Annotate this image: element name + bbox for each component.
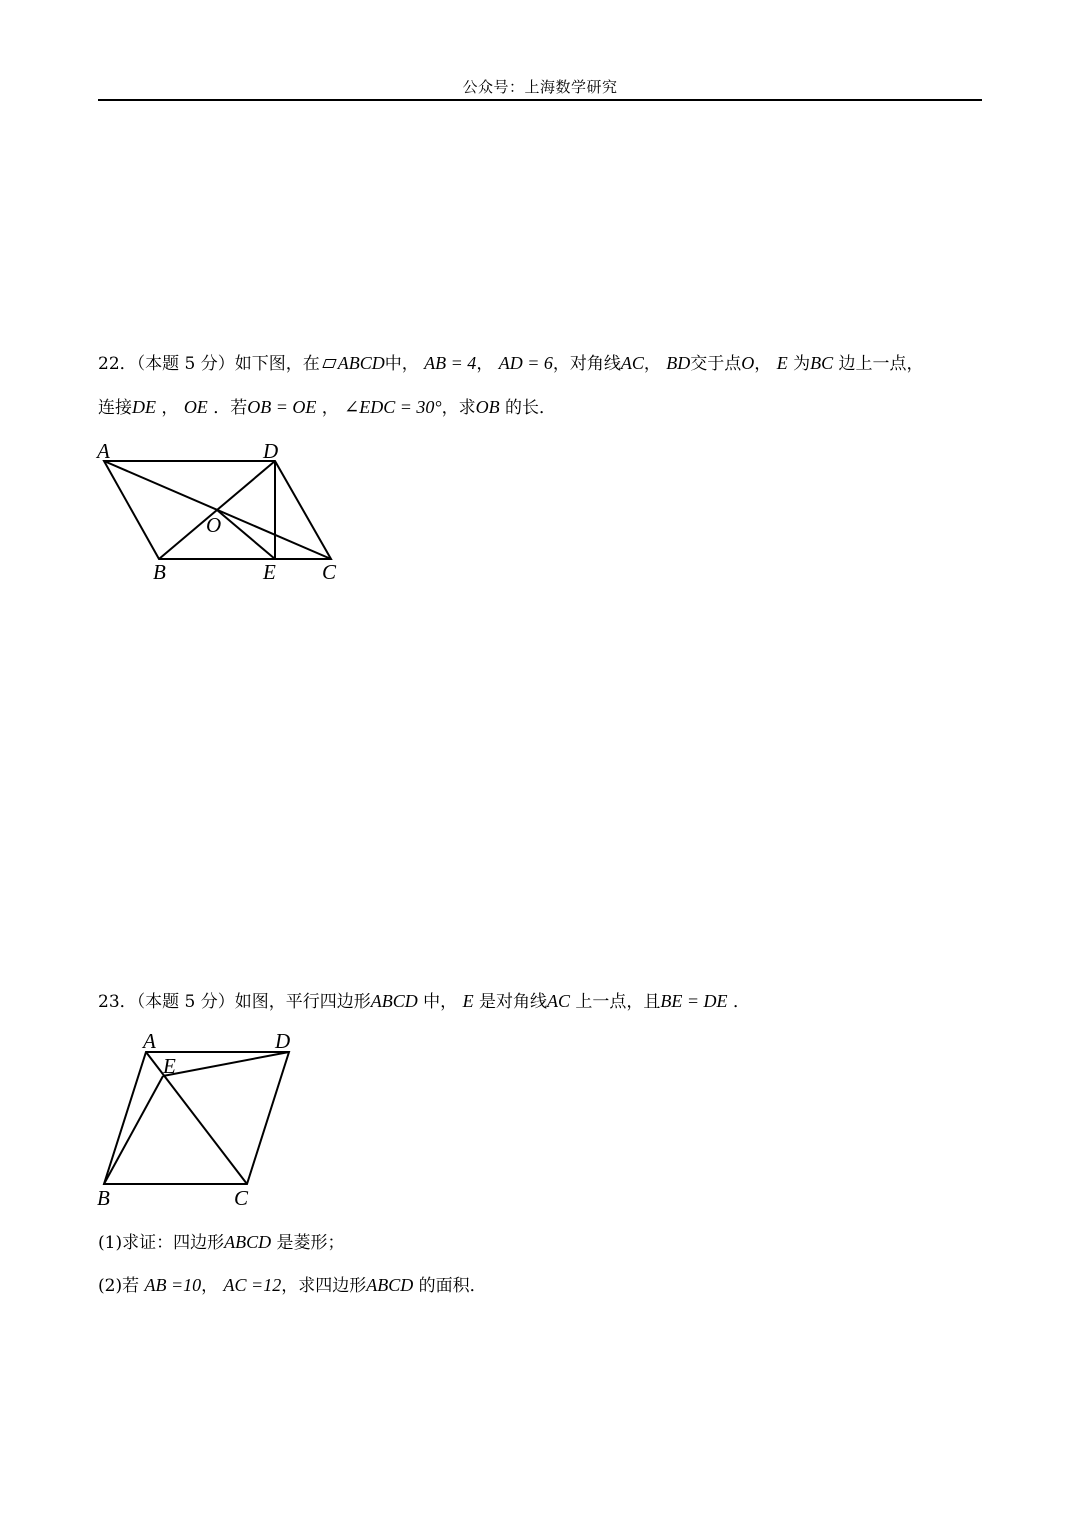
q22-text: 中， <box>384 354 419 374</box>
q23-label-c: C <box>234 1186 249 1210</box>
q23-part1-text: (1)求证：四边形 <box>98 1233 225 1253</box>
q23-text: 是对角线 <box>478 992 547 1012</box>
q23-part2-text: (2)若 <box>98 1276 140 1296</box>
q22-text: ，求 <box>441 398 476 418</box>
q22-text: ，对角线 <box>552 354 621 374</box>
q22-text: ， <box>321 398 339 418</box>
q22-math-ad: AD = 6 <box>498 353 553 373</box>
q23-part-2 <box>98 1273 487 1298</box>
q22-number: 22． <box>98 354 137 374</box>
q22-score: （本题 5 分） <box>136 354 235 374</box>
q22-text: 边上一点， <box>838 354 924 374</box>
q23-figure-lines <box>104 1052 289 1184</box>
q23-part1-math-abcd: ABCD <box>224 1232 272 1252</box>
q22-text: 为 <box>793 354 811 374</box>
q22-text: ， <box>754 354 772 374</box>
q22-label-b: B <box>153 560 166 584</box>
q23-text: 如图，平行四边形 <box>234 992 371 1012</box>
q23-label-e: E <box>163 1054 176 1078</box>
q22-math-ab: AB = 4 <box>424 353 477 373</box>
q23-math-be-de: BE = DE <box>660 991 728 1011</box>
q23-label-b: B <box>97 1186 110 1210</box>
q22-text: 连接 <box>98 398 132 418</box>
q23-part2-text: 的面积． <box>418 1276 487 1296</box>
q23-segment-de <box>163 1052 289 1076</box>
q22-text: ．若 <box>213 398 248 418</box>
q23-label-d: D <box>275 1029 291 1053</box>
q22-label-d: D <box>263 439 279 463</box>
q23-math-ac: AC <box>546 991 570 1011</box>
q22-text: ， <box>643 354 661 374</box>
q22-math-ac: AC <box>620 353 644 373</box>
q23-math-abcd: ABCD <box>370 991 418 1011</box>
q22-text: 的长． <box>505 398 557 418</box>
q23-part2-text: ， <box>201 1276 219 1296</box>
q23-score: （本题 5 分） <box>136 992 235 1012</box>
q23-part2-math-abcd: ABCD <box>366 1275 414 1295</box>
q23-text: ． <box>732 992 750 1012</box>
q22-math-angle: ∠EDC = 30° <box>344 397 442 417</box>
q22-label-c: C <box>322 560 337 584</box>
q22-math-bd: BD <box>666 353 691 373</box>
q22-math-e: E <box>776 353 788 373</box>
q23-label-a: A <box>143 1029 156 1053</box>
q22-math-ob-oe: OB = OE <box>247 397 317 417</box>
q23-part-1 <box>98 1230 345 1255</box>
q23-number: 23． <box>98 992 137 1012</box>
page-header: 公众号：上海数学研究 <box>462 78 618 96</box>
q23-part2-math-ac: AC =12 <box>223 1275 282 1295</box>
q22-math-de: DE <box>132 397 156 417</box>
q23-text: 上一点，且 <box>575 992 661 1012</box>
q23-part2-math-ab: AB =10 <box>144 1275 202 1295</box>
q23-part2-text: ，求四边形 <box>281 1276 367 1296</box>
q22-label-e: E <box>263 560 276 584</box>
q23-math-e: E <box>462 991 474 1011</box>
q23-diagonal-ac <box>146 1052 247 1184</box>
q22-text: ， <box>161 398 179 418</box>
q22-math-oe: OE <box>183 397 208 417</box>
q22-math-bc: BC <box>810 353 834 373</box>
q22-text: 交于点 <box>690 354 742 374</box>
q22-label-o: O <box>206 513 222 537</box>
q23-part1-text: 是菱形； <box>276 1233 345 1253</box>
q22-math-ob: OB <box>475 397 500 417</box>
q22-math-o: O <box>741 353 755 373</box>
q22-text: 如下图，在 <box>234 354 320 374</box>
q22-label-a: A <box>97 439 110 463</box>
q23-text: 中， <box>423 992 458 1012</box>
q22-math-abcd: ABCD <box>337 353 385 373</box>
q22-text: ， <box>476 354 494 374</box>
